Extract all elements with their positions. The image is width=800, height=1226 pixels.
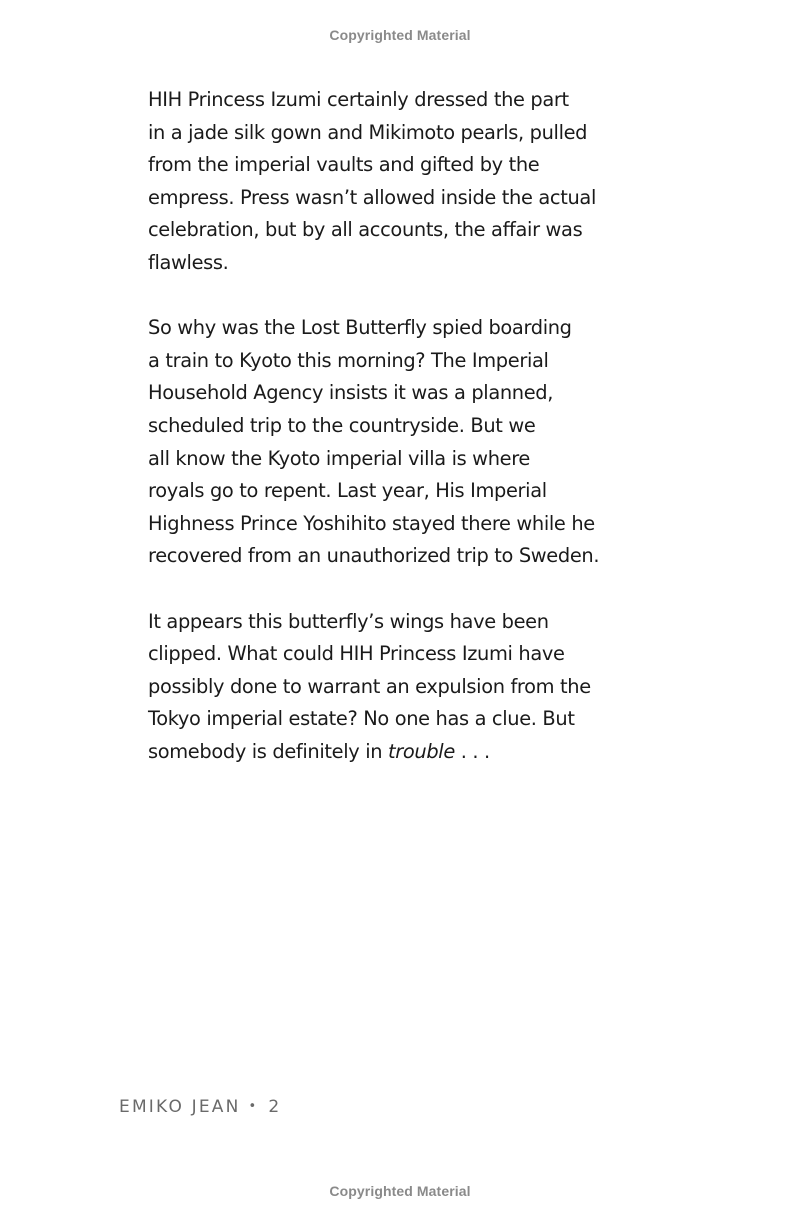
text-line: scheduled trip to the countryside. But we: [148, 413, 536, 437]
text-line: empress. Press wasn’t allowed inside the actual: [148, 185, 596, 209]
text-line: So why was the Lost Butterfly spied boarding: [148, 316, 572, 340]
text-line: celebration, but by all accounts, the affair was: [148, 218, 583, 242]
text-line: clipped. What could HIH Princess Izumi have: [148, 642, 565, 666]
text-line: Household Agency insists it was a planned,: [148, 381, 554, 405]
text-line: from the imperial vaults and gifted by the: [148, 153, 540, 177]
paragraph-2: [148, 312, 668, 573]
footer-separator: •: [248, 1099, 259, 1114]
body-text: [148, 84, 668, 801]
text-line: possibly done to warrant an expulsion from the: [148, 674, 591, 698]
ellipsis: . . .: [454, 739, 490, 763]
text-line: royals go to repent. Last year, His Imperial: [148, 479, 547, 503]
text-line: HIH Princess Izumi certainly dressed the part: [148, 88, 569, 111]
text-line: in a jade silk gown and Mikimoto pearls, pulled: [148, 120, 588, 144]
page-footer: [119, 1097, 281, 1117]
author-name: EMIKO JEAN: [119, 1097, 241, 1117]
text-line: It appears this butterfly’s wings have been: [148, 609, 549, 633]
text-line: recovered from an unauthorized trip to Sweden.: [148, 544, 600, 568]
text-line-last: [148, 736, 668, 769]
paragraph-1: [148, 84, 668, 280]
copyright-watermark-top: Copyrighted Material: [329, 27, 471, 43]
text-line: Highness Prince Yoshihito stayed there while he: [148, 511, 595, 535]
italic-word: trouble: [388, 739, 455, 763]
text-line: flawless.: [148, 250, 229, 274]
text-line-prefix: somebody is definitely in: [148, 739, 388, 763]
text-line: a train to Kyoto this morning? The Imperial: [148, 348, 549, 372]
page-number: 2: [268, 1097, 282, 1117]
text-line: all know the Kyoto imperial villa is where: [148, 446, 530, 470]
paragraph-3: [148, 606, 668, 769]
text-line: Tokyo imperial estate? No one has a clue. But: [148, 707, 575, 731]
copyright-watermark-bottom: Copyrighted Material: [329, 1183, 471, 1199]
